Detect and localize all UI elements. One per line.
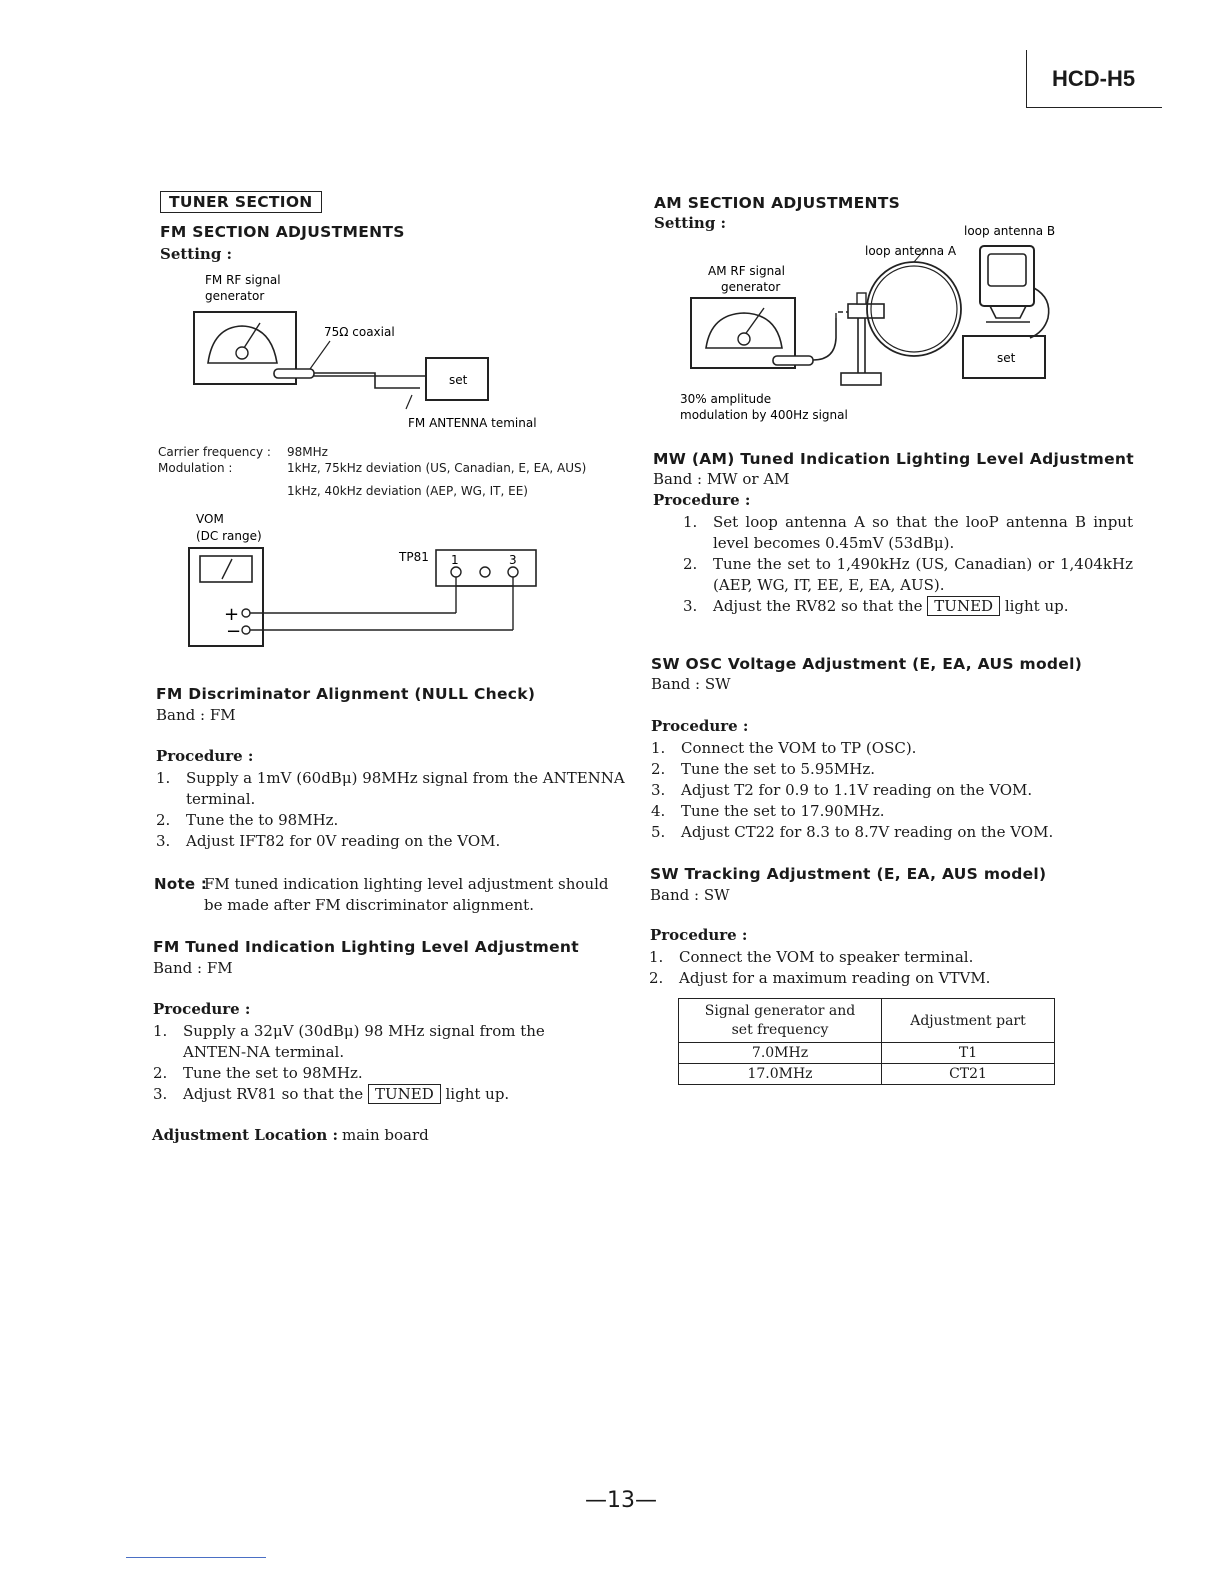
list-item: [651, 759, 1111, 780]
discriminator-note: [154, 874, 614, 916]
carrier-value: 98MHz: [287, 445, 328, 459]
tuned-indicator-label: TUNED: [927, 596, 1000, 616]
step-text: Adjust for a maximum reading on VTVM.: [679, 969, 991, 987]
list-item: [683, 596, 1133, 617]
mw-tuned-title: MW (AM) Tuned Indication Lighting Level Adjustment: [653, 450, 1134, 468]
table-cell-part: CT21: [882, 1064, 1055, 1085]
list-item: [683, 554, 1133, 596]
am-coax-connector: [773, 356, 813, 365]
tuner-section-title: [160, 191, 322, 213]
am-mod-label-1: 30% amplitude: [680, 392, 772, 406]
am-generator-label-2: generator: [721, 280, 781, 294]
step-number: 2.: [683, 555, 698, 573]
step-number: 1.: [651, 739, 666, 757]
page-number: —13—: [585, 1488, 657, 1513]
list-item: [649, 968, 1109, 989]
vom-minus-icon: −: [226, 621, 242, 642]
step-text: Adjust IFT82 for 0V reading on the VOM.: [186, 832, 501, 850]
vom-diagram: [180, 506, 560, 656]
step-text: Tune the to 98MHz.: [186, 811, 339, 829]
fm-terminal-pointer: [406, 395, 412, 409]
table-cell-part: T1: [882, 1043, 1055, 1064]
sw-tracking-steps: [649, 947, 1109, 989]
am-setup-diagram: [660, 218, 1090, 428]
list-item: [153, 1063, 603, 1084]
list-item: [649, 947, 1109, 968]
step-number: 3.: [156, 832, 171, 850]
am-coax-cable: [813, 318, 836, 360]
tp81-pin1: 1: [451, 553, 459, 567]
header-rule-horizontal: [1026, 107, 1162, 108]
tp81-pin3: 3: [509, 553, 517, 567]
am-meter-pivot: [738, 333, 750, 345]
table-header-row: [679, 999, 1055, 1043]
vom-label-1: VOM: [196, 512, 224, 526]
fm-coax-connector: [274, 369, 314, 378]
vom-display-needle: [222, 559, 232, 579]
fm-set-label: set: [449, 373, 468, 387]
step-number: 2.: [156, 811, 171, 829]
list-item: [651, 780, 1111, 801]
list-item: [156, 831, 626, 852]
tuner-section-label: TUNER SECTION: [169, 193, 313, 211]
sw-osc-title: SW OSC Voltage Adjustment (E, EA, AUS model): [651, 655, 1083, 673]
step-number: 3.: [651, 781, 666, 799]
sw-tracking-table: [678, 998, 1055, 1085]
vom-plus-icon: +: [224, 604, 240, 625]
modulation-value-1: 1kHz, 75kHz deviation (US, Canadian, E, EA, AUS): [287, 461, 587, 475]
list-item: [651, 822, 1111, 843]
vom-plus-jack: [242, 609, 250, 617]
fm-coax-label: 75Ω coaxial: [324, 325, 395, 339]
step-text: Tune the set to 17.90MHz.: [681, 802, 885, 820]
am-setting-label: Setting :: [654, 214, 727, 232]
fm-coax-cable: [314, 373, 420, 388]
list-item: [156, 768, 626, 810]
loop-a-stand-head: [848, 304, 884, 318]
step-text: Adjust T2 for 0.9 to 1.1V reading on the VOM.: [681, 781, 1033, 799]
footer-rule: [126, 1557, 266, 1558]
mw-steps: [683, 512, 1133, 617]
am-section-title: AM SECTION ADJUSTMENTS: [654, 194, 901, 212]
carrier-label: Carrier frequency :: [158, 445, 271, 459]
table-row: [679, 1043, 1055, 1064]
vom-display-icon: [200, 556, 252, 582]
adjustment-location: [152, 1125, 429, 1146]
discriminator-band: Band : FM: [156, 706, 236, 724]
step-text: Adjust the RV82 so that the: [713, 597, 923, 615]
am-set-label: set: [997, 351, 1016, 365]
header-line-2: set frequency: [731, 1021, 829, 1038]
sw-tracking-procedure-label: Procedure :: [650, 926, 748, 944]
loop-a-label: loop antenna A: [865, 244, 957, 258]
location-label: Adjustment Location :: [152, 1126, 339, 1144]
step-text: Supply a 32μV (30dBμ) 98 MHz signal from the ANTEN-NA terminal.: [183, 1022, 545, 1061]
sw-tracking-title: SW Tracking Adjustment (E, EA, AUS model): [650, 865, 1047, 883]
tp81-pin3-terminal: [508, 567, 518, 577]
step-text: light up.: [445, 1085, 510, 1103]
fm-section-title: FM SECTION ADJUSTMENTS: [160, 223, 405, 241]
tp81-label: TP81: [399, 550, 429, 564]
fm-meter-pivot: [236, 347, 248, 359]
note-label: Note :: [154, 875, 208, 893]
header-rule-vertical: [1026, 50, 1027, 108]
header-line-1: Signal generator and: [704, 1002, 856, 1019]
am-generator-label-1: AM RF signal: [708, 264, 785, 278]
am-meter-needle: [744, 308, 764, 336]
list-item: [651, 801, 1111, 822]
table-header-part: Adjustment part: [882, 999, 1055, 1043]
modulation-value-2: 1kHz, 40kHz deviation (AEP, WG, IT, EE): [287, 484, 528, 498]
step-text: Tune the set to 1,490kHz (US, Canadian) or 1,404kHz (AEP, WG, IT, EE, E, EA, AUS).: [713, 555, 1133, 594]
discriminator-procedure-label: Procedure :: [156, 747, 254, 765]
step-text: Adjust CT22 for 8.3 to 8.7V reading on the VOM.: [681, 823, 1054, 841]
fm-coax-pointer: [310, 341, 330, 369]
sw-osc-procedure-label: Procedure :: [651, 717, 749, 735]
loop-a-stand-base: [841, 373, 881, 385]
location-value: main board: [342, 1126, 429, 1144]
step-text: Connect the VOM to speaker terminal.: [679, 948, 974, 966]
sw-osc-steps: [651, 738, 1111, 843]
list-item: [683, 512, 1133, 554]
fm-generator-label-2: generator: [205, 289, 265, 303]
step-number: 3.: [683, 597, 698, 615]
fm-tuned-steps: [153, 1021, 603, 1105]
fm-setting-label: Setting :: [160, 245, 233, 263]
step-number: 3.: [153, 1085, 168, 1103]
step-number: 1.: [683, 513, 698, 531]
step-text: Tune the set to 5.95MHz.: [681, 760, 876, 778]
model-number: HCD-H5: [1052, 66, 1136, 91]
fm-tuned-title: FM Tuned Indication Lighting Level Adjustment: [153, 938, 579, 956]
note-text: FM tuned indication lighting level adjustment should be made after FM discriminator alignment.: [204, 875, 609, 914]
fm-tuned-procedure-label: Procedure :: [153, 1000, 251, 1018]
step-text: Tune the set to 98MHz.: [183, 1064, 363, 1082]
step-text: light up.: [1004, 597, 1069, 615]
step-text: Set loop antenna A so that the looP antenna B input level becomes 0.45mV (53dBμ).: [713, 513, 1133, 552]
list-item: [153, 1021, 603, 1063]
sw-osc-band: Band : SW: [651, 675, 731, 693]
tp81-pin2-terminal: [480, 567, 490, 577]
mw-procedure-label: Procedure :: [653, 491, 751, 509]
modulation-label: Modulation :: [158, 461, 233, 475]
step-text: Adjust RV81 so that the: [183, 1085, 364, 1103]
step-number: 5.: [651, 823, 666, 841]
step-number: 4.: [651, 802, 666, 820]
fm-terminal-label: FM ANTENNA teminal: [408, 416, 537, 430]
step-text: Supply a 1mV (60dBμ) 98MHz signal from the ANTENNA terminal.: [186, 769, 625, 808]
mw-band: Band : MW or AM: [653, 470, 790, 488]
vom-label-2: (DC range): [196, 529, 262, 543]
tp81-pin1-terminal: [451, 567, 461, 577]
loop-b-cable: [1030, 288, 1049, 338]
loop-a-stand-cap: [857, 293, 866, 304]
fm-generator-label-1: FM RF signal: [205, 273, 281, 287]
am-mod-label-2: modulation by 400Hz signal: [680, 408, 848, 422]
step-text: Connect the VOM to TP (OSC).: [681, 739, 917, 757]
sw-tracking-band: Band : SW: [650, 886, 730, 904]
list-item: [156, 810, 626, 831]
step-number: 2.: [651, 760, 666, 778]
table-cell-frequency: 7.0MHz: [679, 1043, 882, 1064]
table-row: [679, 1064, 1055, 1085]
step-number: 1.: [649, 948, 664, 966]
table-cell-frequency: 17.0MHz: [679, 1064, 882, 1085]
am-coax-cable-dash: [836, 312, 848, 318]
step-number: 2.: [153, 1064, 168, 1082]
tuned-indicator-label: TUNED: [368, 1084, 441, 1104]
step-number: 2.: [649, 969, 664, 987]
discriminator-title: FM Discriminator Alignment (NULL Check): [156, 685, 536, 703]
discriminator-steps: [156, 768, 626, 852]
step-number: 1.: [153, 1022, 168, 1040]
list-item: [153, 1084, 603, 1105]
table-header-frequency: [679, 999, 882, 1043]
loop-antenna-b-window: [988, 254, 1026, 286]
fm-setup-diagram: [150, 265, 570, 435]
loop-b-label: loop antenna B: [964, 224, 1056, 238]
vom-minus-jack: [242, 626, 250, 634]
fm-tuned-band: Band : FM: [153, 959, 233, 977]
loop-antenna-b-stand: [990, 306, 1026, 318]
list-item: [651, 738, 1111, 759]
step-number: 1.: [156, 769, 171, 787]
